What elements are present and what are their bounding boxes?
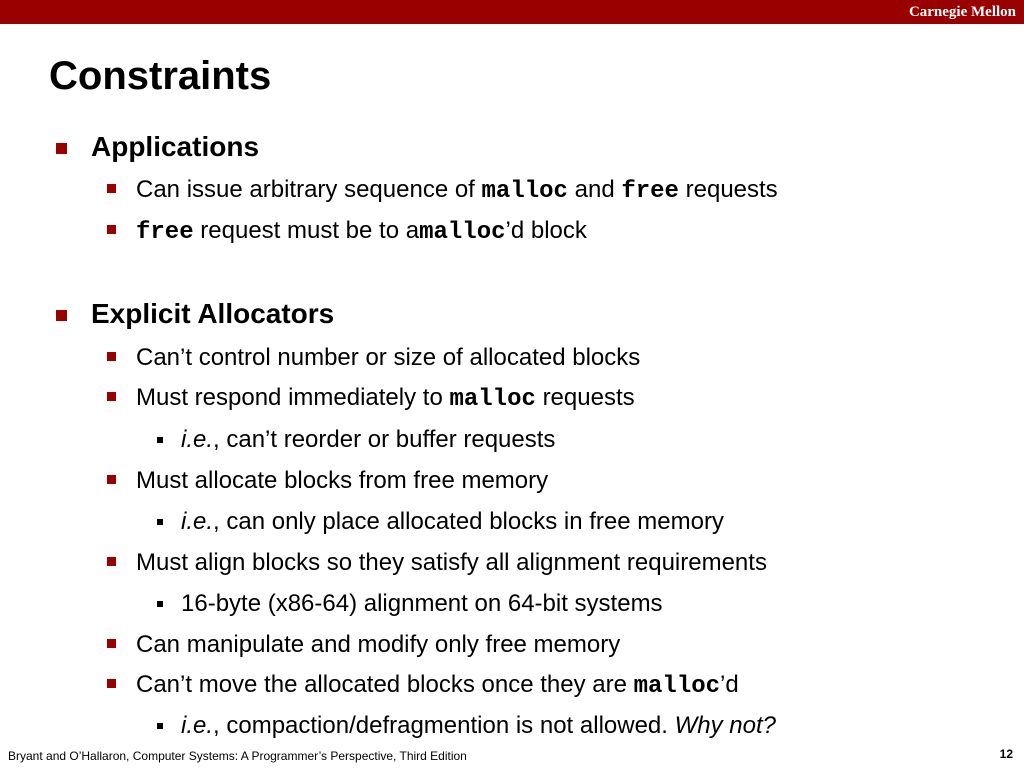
square-bullet-icon [107, 679, 116, 688]
bullet-item: Must align blocks so they satisfy all alignment requirements [136, 549, 767, 577]
sub-bullet-item: i.e., can’t reorder or buffer requests [181, 426, 555, 454]
square-bullet-icon [107, 352, 116, 361]
header-bar [0, 0, 1024, 24]
square-bullet-icon [107, 392, 116, 401]
square-bullet-icon [107, 639, 116, 648]
code-malloc: malloc [481, 178, 568, 205]
bullet-item: Must allocate blocks from free memory [136, 467, 548, 495]
code-malloc: malloc [419, 219, 506, 246]
sub-bullet-item: i.e., compaction/defragmention is not allowed. Why not? [181, 712, 776, 740]
square-bullet-icon [56, 310, 67, 321]
code-malloc: malloc [449, 386, 536, 413]
section-heading-applications: Applications [91, 131, 259, 163]
square-bullet-icon [157, 437, 163, 443]
square-bullet-icon [107, 184, 116, 193]
square-bullet-icon [157, 723, 163, 729]
code-free: free [621, 178, 679, 205]
square-bullet-icon [107, 225, 116, 234]
code-malloc: malloc [633, 673, 721, 700]
square-bullet-icon [107, 557, 116, 566]
bullet-item: Can issue arbitrary sequence of malloc and free requests [136, 176, 778, 206]
bullet-item: Must respond immediately to malloc requests [136, 384, 635, 414]
bullet-item: free request must be to amalloc’d block [136, 217, 587, 247]
bullet-item: Can manipulate and modify only free memory [136, 631, 620, 659]
sub-bullet-item: i.e., can only place allocated blocks in free memory [181, 508, 724, 536]
why-not-question: Why not? [674, 712, 776, 739]
footer-citation: Bryant and O’Hallaron, Computer Systems: A Programmer’s Perspective, Third Edition [8, 749, 467, 763]
square-bullet-icon [56, 143, 67, 154]
page-number: 12 [999, 747, 1013, 761]
sub-bullet-item: 16-byte (x86-64) alignment on 64-bit systems [181, 590, 663, 618]
square-bullet-icon [107, 475, 116, 484]
bullet-item: Can’t move the allocated blocks once they are malloc’d [136, 671, 739, 701]
square-bullet-icon [157, 519, 163, 525]
section-heading-explicit-allocators: Explicit Allocators [91, 298, 334, 330]
brand-label: Carnegie Mellon [908, 4, 1016, 20]
slide-title: Constraints [49, 54, 272, 98]
square-bullet-icon [157, 601, 163, 607]
code-free: free [136, 219, 194, 246]
bullet-item: Can’t control number or size of allocated blocks [136, 344, 640, 372]
